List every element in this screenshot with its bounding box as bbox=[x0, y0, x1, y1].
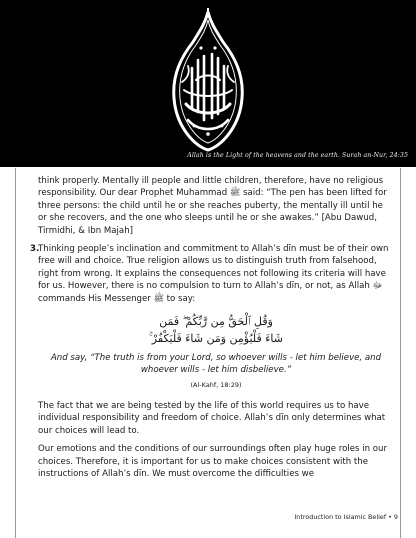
paragraph-2 bbox=[30, 243, 394, 305]
paragraph-1: think properly. Mentally ill people and little children, therefore, have no religious responsibility. Our dear Prophet Muhammad ﷺ said: “The pen has been lifted for three persons: the child until he or she reaches puberty, the mentally ill until he or she recovers, and the one who sleeps until he or she awakes.” [Abu Dawud, Tirmidhi, & Ibn Majah] bbox=[38, 176, 387, 236]
item-number: 3. bbox=[30, 244, 40, 255]
quran-verse-arabic bbox=[38, 313, 394, 347]
verse-translation: And say, “The truth is from your Lord, so whoever wills - let him believe, and whoever wills - let him disbelieve.” bbox=[50, 353, 382, 376]
paragraph-2-text: Thinking people’s inclination and commitment to Allah’s dīn must be of their own free will and choice. True religion allows us to distinguish truth from falsehood, right from wrong. It explains the consequences not following its criteria will have for us. However, there is no compulsion to turn to Allah’s dīn, or not, as Allah ﷻ commands His Messenger ﷺ to say: bbox=[38, 244, 389, 304]
page-footer: Introduction to Islamic Belief • 9 bbox=[294, 513, 398, 521]
left-rule bbox=[15, 168, 16, 538]
verse-reference: (Al-Kahf, 18:29) bbox=[190, 380, 242, 389]
banner-caption: Allah is the Light of the heavens and the earth. Surah an-Nur, 24:35 bbox=[187, 152, 408, 159]
arabic-line-1: وَقُلِ ٱلْحَقُّ مِن رَّبِّكُمْ ۖ فَمَن bbox=[159, 315, 273, 329]
right-rule bbox=[400, 168, 401, 538]
header-banner bbox=[0, 0, 416, 167]
calligraphy-emblem-icon bbox=[168, 8, 248, 153]
page-body bbox=[30, 175, 394, 480]
paragraph-3: The fact that we are being tested by the life of this world requires us to have individual responsibility and freedom of choice. Allah’s dīn only determines what our choices will lead to. bbox=[38, 400, 386, 436]
paragraph-4: Our emotions and the conditions of our surroundings often play huge roles in our choices. Therefore, it is important for us to make choices consistent with the instructions of Allah’s dīn. We must overcome the difficulties we bbox=[38, 444, 388, 479]
arabic-line-2: شَاءَ فَلْيُؤْمِن وَمَن شَاءَ فَلْيَكْفُرْ ۚ bbox=[149, 332, 283, 346]
